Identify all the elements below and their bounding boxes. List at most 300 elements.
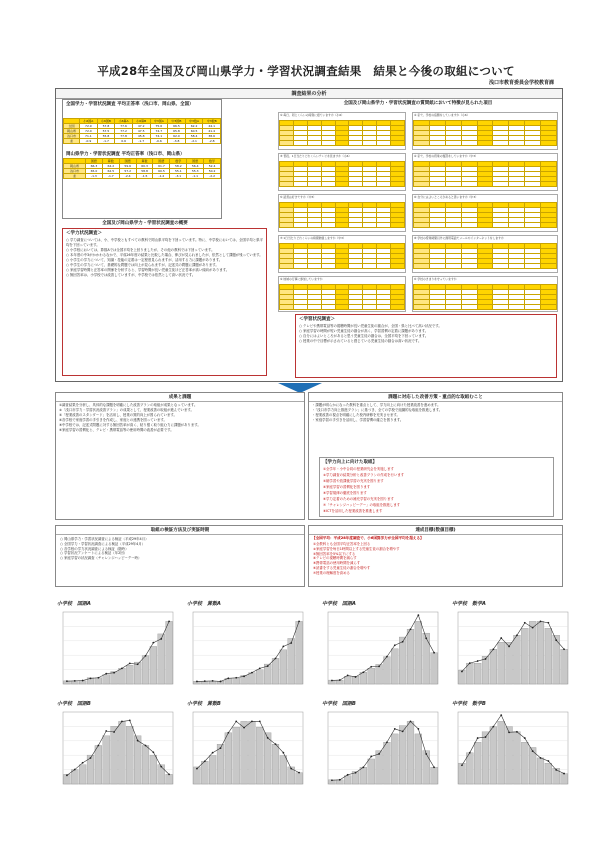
table-cell [477, 305, 493, 310]
table-cell [335, 264, 349, 269]
table-cell [461, 305, 477, 310]
line-point [90, 757, 92, 759]
line-point [347, 674, 349, 676]
histogram-bar [537, 758, 544, 784]
table-row [64, 139, 221, 144]
line-point [508, 646, 510, 648]
table-cell [477, 264, 493, 269]
paragraph: ○ 家庭学習時間と正答率の関係を分析すると、学習時間が長い児童生徒ほど正答率が高い傾向があります。 [66, 268, 230, 273]
line-point [74, 769, 76, 771]
histogram-bar [466, 663, 473, 684]
histogram-bar [423, 633, 430, 684]
table-cell [363, 141, 377, 146]
histogram-chart [320, 601, 442, 692]
histogram-bar [482, 732, 489, 784]
table-cell [525, 141, 541, 146]
table-cell [335, 182, 349, 187]
seika-box [55, 392, 305, 520]
line-point [105, 730, 107, 732]
table-cell [377, 264, 391, 269]
chart-plot [320, 610, 442, 692]
line-point [461, 671, 463, 673]
line-point [500, 714, 502, 716]
table-cell [349, 141, 363, 146]
question-header-box [278, 99, 558, 108]
histogram-bar [71, 770, 78, 784]
table-header-cell: 国語 [85, 159, 102, 164]
line-point [137, 663, 139, 665]
line-point [402, 641, 404, 643]
table-cell [414, 223, 430, 228]
table-cell: -2.1 [185, 139, 203, 144]
line-point [394, 644, 396, 646]
table-cell [280, 182, 294, 187]
table-row [280, 141, 405, 146]
histogram-bar [158, 634, 165, 684]
histogram-bar [466, 753, 473, 784]
line-point [152, 642, 154, 644]
histogram-bar [280, 756, 287, 784]
chart-title: 中学校 国語B [322, 701, 356, 707]
list-item: ⑥読書をする児童生徒の割合を増やす [313, 565, 371, 570]
line-point [508, 731, 510, 733]
table-cell [509, 305, 525, 310]
histogram-chart [185, 701, 307, 792]
table-cell: 47.2 [132, 124, 150, 129]
table-cell: 52.4 [204, 164, 221, 169]
list-item: ⑦授業の理解度を高める [313, 570, 350, 575]
table-cell [525, 264, 541, 269]
table-cell: 77.6 [115, 124, 133, 129]
page-title: 平成28年全国及び岡山県学力・学習状況調査結果 結果と今後の取組について [97, 64, 515, 78]
line-point [227, 677, 229, 679]
mokuhyo-list [309, 542, 562, 576]
table-header-row [64, 119, 221, 124]
line-point [220, 681, 222, 683]
paragraph: ○ 家庭学習の時間が短い児童生徒の割合が高く、学習習慣の定着に課題があります。 [299, 329, 429, 334]
overview-subtitle: 全国及び岡山県学力・学習状況調査の概要 [102, 221, 188, 226]
line-point [563, 773, 565, 775]
histogram-bar [376, 751, 383, 784]
line-point [243, 727, 245, 729]
table-cell [349, 305, 363, 310]
line-point [137, 740, 139, 742]
table-cell: -1.5 [136, 174, 153, 179]
histogram-bar [103, 675, 110, 684]
table-cell: 57.5 [97, 129, 115, 134]
analysis-header: 調査結果の分析 [56, 89, 562, 99]
table-cell [493, 264, 509, 269]
question-table [279, 202, 405, 228]
line-point [251, 720, 253, 722]
table-cell [445, 305, 461, 310]
table-cell [461, 141, 477, 146]
histogram-bar [119, 721, 126, 784]
table-header-cell: 算数 [136, 159, 153, 164]
chart-title: 中学校 数学B [452, 701, 486, 707]
table-cell [541, 141, 557, 146]
histogram-bar [225, 733, 232, 784]
gakushu-title: ＜学習状況調査＞ [299, 317, 335, 322]
paragraph: ○ 本年度の中3がかかわるなかで、平成26年度の結果と比較した場合、伸びが見られましたが、依然として課題が残っています。 [66, 252, 263, 257]
table-cell: 72.9 [80, 124, 98, 129]
line-point [121, 667, 123, 669]
question-table [413, 161, 557, 187]
paragraph: ⑥家庭学習の習慣化と、テレビ・携帯電話等の使用時間の改善が必要です。 [59, 428, 174, 433]
histogram-bar [399, 726, 406, 784]
table-cell [391, 223, 405, 228]
list-item: ○ 全国学力・学習状況調査による検証（平成29年4月） [60, 541, 146, 546]
line-point [204, 760, 206, 762]
line-point [97, 677, 99, 679]
line-point [220, 747, 222, 749]
question-caption: ② 家で、学校の宿題をしていますか（小6） [414, 113, 470, 117]
table-header-cell: 小6算B [132, 119, 150, 124]
paragraph: ⑦「チャレンジハッピーデー」の取組を推進します [323, 503, 400, 507]
table-cell [477, 182, 493, 187]
torikumi-title: 取組の検証方法及び実証時期 [56, 526, 304, 535]
score-table-title: 全国学力・学習状況調査 平均正答率（浅口市、岡山県、全国） [66, 102, 194, 107]
table-cell [391, 305, 405, 310]
paragraph: ・「浅口市学力向上推進プラン」に基づき、全ての学校で組織的な取組を推進します。 [312, 408, 443, 413]
line-point [402, 731, 404, 733]
table-cell [391, 141, 405, 146]
question-item-table [412, 276, 558, 312]
histogram-bar [126, 665, 133, 684]
line-point [555, 769, 557, 771]
table-row [280, 182, 405, 187]
line-point [145, 745, 147, 747]
chart-plot [450, 710, 572, 792]
histogram-bar [158, 765, 165, 784]
line-point [347, 774, 349, 776]
chart-title: 中学校 国語A [322, 601, 356, 607]
line-point [540, 757, 542, 759]
table-cell [335, 141, 349, 146]
histogram-bar [272, 744, 279, 784]
table-cell: 60.3 [136, 164, 153, 169]
line-point [532, 750, 534, 752]
table-header-cell: 中3数A [185, 119, 203, 124]
table-cell [509, 141, 525, 146]
histogram-bar [498, 642, 505, 684]
table-cell [321, 223, 335, 228]
histogram-bar [415, 621, 422, 684]
histogram-bar [521, 742, 528, 784]
table-cell [321, 305, 335, 310]
line-point [168, 773, 170, 775]
paragraph: ⑤中学校では、記述式問題に対する無回答率が高く、粘り強く取り組む力に課題があります。 [59, 423, 201, 428]
line-point [547, 760, 549, 762]
line-point [267, 737, 269, 739]
chart-plot [55, 710, 177, 792]
histogram-bar [209, 756, 216, 784]
histogram-bar [474, 663, 481, 684]
histogram-bar [391, 649, 398, 684]
table-cell [414, 182, 430, 187]
table-cell: 56.4 [187, 164, 204, 169]
table-cell: -0.6 [150, 139, 168, 144]
line-point [386, 656, 388, 658]
table-cell [541, 223, 557, 228]
histogram-bar [166, 774, 173, 784]
histogram-bar [490, 727, 497, 784]
histogram-bar [514, 732, 521, 784]
histogram-bar [431, 653, 438, 684]
line-point [532, 627, 534, 629]
line-point [129, 720, 131, 722]
mokuhyo-title: 達成目標(数値目標) [309, 526, 562, 535]
paragraph: ○ 小学校においては、算数Aでは全国平均を上回りましたが、その他の教科では下回っています。 [66, 247, 215, 252]
table-cell [307, 223, 321, 228]
table-row [64, 134, 221, 139]
author-label: 浅口市教育委員会学校教育課 [488, 80, 554, 86]
table-cell [477, 223, 493, 228]
question-item-table [278, 235, 406, 273]
line-point [469, 662, 471, 664]
histogram-bar [233, 678, 240, 684]
table-cell: 58.4 [185, 134, 203, 139]
score-table-block [62, 99, 222, 219]
histogram-chart [185, 601, 307, 692]
histogram-chart [55, 601, 177, 692]
histogram-bar [280, 650, 287, 684]
line-point [524, 622, 526, 624]
line-point [113, 672, 115, 674]
question-caption: ⑥ 自分にはよいところがあると思いますか（中3） [414, 195, 478, 199]
table-cell [363, 182, 377, 187]
table-row-label: 岡山県 [64, 164, 86, 169]
table-cell [429, 182, 445, 187]
table-row-label: 全国 [64, 124, 80, 129]
table-cell [445, 141, 461, 146]
table-row [280, 264, 405, 269]
histogram-bar [79, 765, 86, 784]
table-cell [541, 305, 557, 310]
question-caption: ⑦ 1日当たりどれくらいの時間勉強しますか（中3） [280, 236, 346, 240]
question-item-table [412, 235, 558, 273]
table-cell: 0.6 [115, 139, 133, 144]
line-point [145, 655, 147, 657]
line-point [97, 745, 99, 747]
table-cell [307, 141, 321, 146]
line-point [74, 680, 76, 682]
histogram-bar [344, 776, 351, 784]
histogram-bar [142, 745, 149, 784]
question-item-table [412, 112, 558, 150]
table-cell [280, 141, 294, 146]
line-point [516, 731, 518, 733]
histogram-bar [391, 734, 398, 784]
table-cell: 65.0 [85, 169, 102, 174]
line-point [204, 680, 206, 682]
question-table [279, 284, 405, 310]
line-point [82, 680, 84, 682]
table-cell: 62.2 [185, 124, 203, 129]
line-point [540, 620, 542, 622]
chart-title: 小学校 算数A [187, 601, 221, 607]
histogram-bar [103, 736, 110, 784]
table-cell [307, 182, 321, 187]
gakuryoku-title: ＜学力状況調査＞ [66, 231, 102, 236]
histogram-bar [134, 736, 141, 784]
line-point [417, 728, 419, 730]
chart-title: 小学校 算数B [187, 701, 221, 707]
list-item: ○ 岡山県学力・学習状況調査による検証（平成29年4月） [60, 537, 149, 541]
paragraph: ○ 中学生の学力について、基礎的な問題では向上が見られますが、記述式の問題に課題があります。 [66, 262, 219, 267]
line-point [378, 665, 380, 667]
table-cell: 77.8 [115, 134, 133, 139]
paragraph: ○ 無回答率は、小学校では改善していますが、中学校では依然として高い状況です。 [66, 273, 196, 278]
table-row-label: 浅口市 [64, 134, 80, 139]
table-cell [493, 305, 509, 310]
histogram-bar [344, 676, 351, 684]
histogram-bar [249, 673, 256, 684]
table-cell: 74.1 [150, 134, 168, 139]
gakuryoku-text [63, 237, 266, 279]
line-point [290, 642, 292, 644]
table-header-cell: 算数 [102, 159, 119, 164]
line-point [469, 752, 471, 754]
histogram-bar [415, 734, 422, 784]
paragraph: ④家庭学習の習慣化を図ります [323, 485, 371, 489]
line-point [477, 737, 479, 739]
table-cell [321, 141, 335, 146]
line-point [524, 737, 526, 739]
table-cell [307, 264, 321, 269]
paragraph: ⑧ICTを活用した授業改善を推進します [323, 509, 383, 513]
table-cell [445, 182, 461, 187]
question-caption: ③ 普段、1日当たりどれくらいテレビを見ますか（小6） [280, 154, 352, 158]
line-point [267, 665, 269, 667]
kadai-list [320, 466, 553, 516]
table-cell [429, 305, 445, 310]
seika-text [56, 402, 304, 435]
table-cell: 55.1 [170, 169, 187, 174]
paragraph: ○ 自分にはよいところがあると思う児童生徒の割合は、全国平均を下回っています。 [299, 334, 429, 339]
question-table [413, 202, 557, 228]
table-cell [349, 182, 363, 187]
table-cell [307, 305, 321, 310]
table-cell [377, 223, 391, 228]
list-item: ①全教科とも全国平均正答率を上回る [313, 542, 371, 546]
histogram-bar [256, 727, 263, 784]
histogram-bar [119, 668, 126, 684]
histogram-bar [514, 635, 521, 684]
histogram-bar [111, 726, 118, 784]
histogram-bar [360, 767, 367, 784]
table-cell [461, 182, 477, 187]
line-point [259, 720, 261, 722]
table-cell: 74.7 [150, 129, 168, 134]
paragraph: ①全学年・小中合同の授業研究会を実施します [323, 467, 394, 471]
question-caption: ⑨ 地域の行事に参加していますか [280, 277, 323, 281]
histogram-bar [431, 767, 438, 784]
line-point [282, 752, 284, 754]
table-row-label: 差 [64, 139, 80, 144]
line-point [563, 648, 565, 650]
question-item-table [412, 194, 558, 232]
table-header-cell: 国語 [153, 159, 170, 164]
line-point [259, 667, 261, 669]
table-cell [509, 182, 525, 187]
line-point [275, 743, 277, 745]
table-cell [541, 264, 557, 269]
table-cell [461, 264, 477, 269]
line-point [196, 681, 198, 683]
table-cell [493, 223, 509, 228]
table-cell [363, 264, 377, 269]
list-item: ○ 家庭学習の状況調査（チャレンジハッピーデー時） [60, 556, 142, 561]
table-header-cell: 小6国B [97, 119, 115, 124]
table-row [64, 129, 221, 134]
line-point [66, 680, 68, 682]
table-cell: -1.7 [97, 139, 115, 144]
list-item: ○ 学習状況アンケートによる検証（年2回） [60, 551, 128, 556]
line-point [386, 741, 388, 743]
table-cell: -1.7 [102, 174, 119, 179]
table-cell: -1.2 [153, 174, 170, 179]
histogram-bar [506, 642, 513, 684]
line-point [433, 652, 435, 654]
line-point [492, 648, 494, 650]
histogram-bar [384, 742, 391, 784]
line-point [355, 676, 357, 678]
table-cell: -1.3 [85, 174, 102, 179]
line-point [227, 732, 229, 734]
table-cell [477, 141, 493, 146]
histogram-bar [126, 726, 133, 784]
question-table [279, 120, 405, 146]
paragraph: ○ 授業の中で目標が示されていると感じている児童生徒の割合は高い状況です。 [299, 339, 422, 344]
table-row [64, 174, 221, 179]
question-item-table [278, 153, 406, 191]
histogram-bar [166, 621, 173, 684]
table-cell: 72.0 [80, 129, 98, 134]
question-table [279, 161, 405, 187]
line-point [121, 720, 123, 722]
paragraph: ・家庭学習の手引きを活用し、学習習慣の確立を図ります。 [312, 418, 404, 423]
table-cell [335, 305, 349, 310]
table-header-cell: 数学 [170, 159, 187, 164]
line-point [113, 731, 115, 733]
line-point [298, 772, 300, 774]
table-header-cell: 中3国B [168, 119, 186, 124]
histogram-chart [320, 701, 442, 792]
line-point [410, 628, 412, 630]
table-cell [321, 264, 335, 269]
table-row [414, 223, 557, 228]
line-point [339, 679, 341, 681]
table-row [414, 264, 557, 269]
list-item: ○ 各学校の学力状況調査による検証（随時） [60, 546, 129, 551]
table-cell: -3.1 [170, 174, 187, 179]
histogram-bar [272, 658, 279, 684]
score-table [63, 118, 221, 144]
table-cell: 60.5 [153, 169, 170, 174]
table-cell: 77.2 [115, 129, 133, 134]
table-cell: 47.5 [132, 129, 150, 134]
line-point [500, 637, 502, 639]
table-cell [280, 264, 294, 269]
table-cell [429, 223, 445, 228]
histogram-bar [241, 721, 248, 784]
table-cell: -2.8 [203, 139, 221, 144]
table-cell [429, 141, 445, 146]
table-cell: 41.4 [203, 129, 221, 134]
chart-title: 小学校 国語A [57, 601, 91, 607]
table-cell [414, 141, 430, 146]
